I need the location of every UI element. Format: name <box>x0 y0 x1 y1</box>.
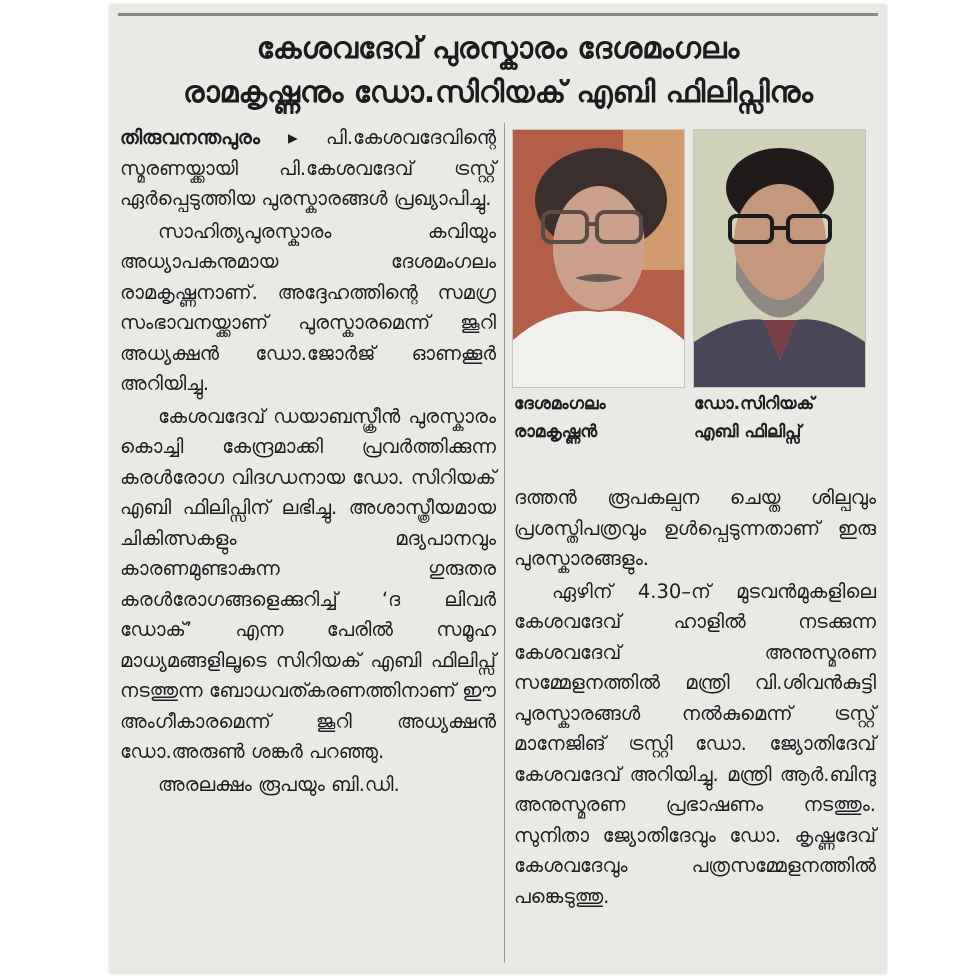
dateline-marker: ▸ <box>288 126 298 149</box>
newspaper-clipping <box>110 5 886 973</box>
photo-caption-2 <box>694 390 864 446</box>
article-column-right <box>514 483 876 914</box>
portrait-illustration-2 <box>694 130 865 387</box>
article-column-left <box>120 123 496 802</box>
caption-1-line-1: ദേശമംഗലം <box>514 394 606 414</box>
column-divider <box>504 123 505 963</box>
lead-text: പി.കേശവദേവിന്റെ സ്മരണയ്ക്കായി പി.കേശവദേവ് ട്രസ്റ്റ് ഏർപ്പെടുത്തിയ പുരസ്കാരങ്ങൾ പ്രഖ്യാപിച്ചു. <box>120 126 496 210</box>
headline-line-2: രാമകൃഷ്ണനും ഡോ.സിറിയക് എബി ഫിലിപ്സിനും <box>183 75 813 110</box>
top-rule <box>118 13 878 16</box>
paragraph-prize-start: അരലക്ഷം രൂപയും ബി.ഡി. <box>158 772 400 796</box>
headline <box>110 27 886 115</box>
caption-2-line-2: എബി ഫിലിപ്സ് <box>694 422 802 442</box>
paragraph-diabscreen-award: കേശവദേവ് ഡയാബസ്ക്രീൻ പുരസ്കാരം കൊച്ചി കേന്ദ്രമാക്കി പ്രവർത്തിക്കുന്ന കരൾരോഗ വിദഗ്ധനായ ഡോ. സിറിയക് എബി ഫിലിപ്സിന് ലഭിച്ചു. അശാസ്ത്രീയമായ ചികിത്സകളും മദ്യപാനവും കാരണമുണ്ടാകുന്ന ഗുരുതര കരൾരോഗങ്ങളെക്കുറിച്ച് ‘ദ ലിവർ ഡോക്’ എന്ന പേരിൽ സമൂഹ മാധ്യമങ്ങളിലൂടെ സിറിയക് എബി ഫിലിപ്സ് നടത്തുന്ന ബോധവത്കരണത്തിനാണ് ഈ അംഗീകാരമെന്ന് ജൂറി അധ്യക്ഷൻ ഡോ.അരുൺ ശങ്കർ പറഞ്ഞു. <box>120 404 496 763</box>
photo-cyriac-abby-philips <box>693 129 866 388</box>
portrait-illustration-1 <box>513 130 684 387</box>
lead-paragraph <box>120 123 496 215</box>
headline-line-1: കേശവദേവ് പുരസ്കാരം ദേശമംഗലം <box>256 31 740 66</box>
paragraph-prize-cont: ദത്തൻ രൂപകല്പന ചെയ്ത ശില്പവും പ്രശസ്തിപത്രവും ഉൾപ്പെടുന്നതാണ് ഇരു പുരസ്കാരങ്ങളും. <box>514 486 876 570</box>
paragraph-literary-award: സാഹിത്യപുരസ്കാരം കവിയും അധ്യാപകനുമായ ദേശമംഗലം രാമകൃഷ്ണനാണ്. അദ്ദേഹത്തിന്റെ സമഗ്ര സംഭാവനയ്ക്കാണ് പുരസ്കാരമെന്ന് ജൂറി അധ്യക്ഷൻ ഡോ.ജോർജ് ഓണക്കൂർ അറിയിച്ചു. <box>120 219 496 395</box>
dateline: തിരുവനന്തപുരം <box>120 126 260 149</box>
photo-caption-1 <box>514 390 684 446</box>
caption-1-line-2: രാമകൃഷ്ണൻ <box>514 422 598 442</box>
paragraph-ceremony: ഏഴിന് 4.30–ന് മുടവൻമുകളിലെ കേശവദേവ് ഹാളിൽ നടക്കുന്ന കേശവദേവ് അനുസ്മരണ സമ്മേളനത്തിൽ മന്ത്രി വി.ശിവൻകുട്ടി പുരസ്കാരങ്ങൾ നൽകുമെന്ന് ട്രസ്റ്റ് മാനേജിങ് ട്രസ്റ്റി ഡോ. ജ്യോതിദേവ് കേശവദേവ് അറിയിച്ചു. മന്ത്രി ആർ.ബിന്ദു അനുസ്മരണ പ്രഭാഷണം നടത്തും. സുനിതാ ജ്യോതിദേവും ഡോ. കൃഷ്ണദേവ് കേശവദേവും പത്രസമ്മേളനത്തിൽ പങ്കെടുത്തു. <box>514 579 876 908</box>
caption-2-line-1: ഡോ.സിറിയക് <box>694 394 815 414</box>
photo-deshamangalam-ramakrishnan <box>512 129 685 388</box>
